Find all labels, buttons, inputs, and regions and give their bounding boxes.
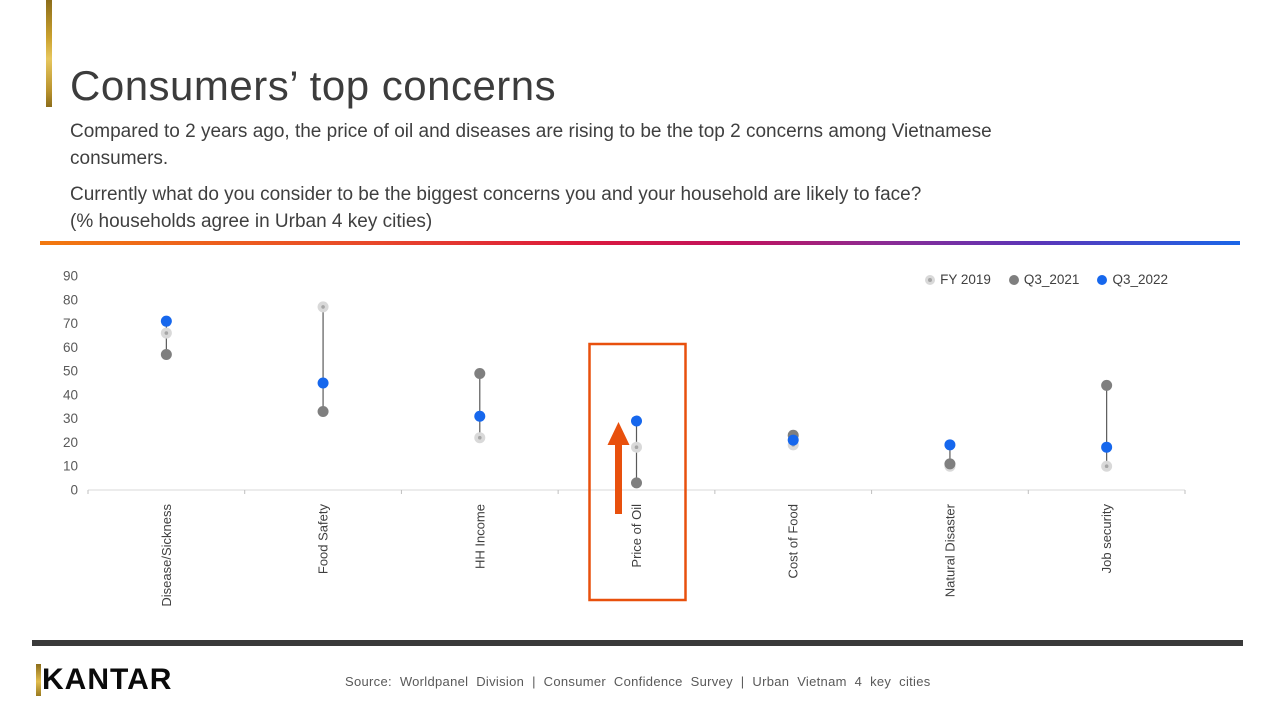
kantar-logo-text: KANTAR — [42, 663, 173, 696]
y-axis-label: 20 — [62, 434, 78, 450]
title-accent-bar — [46, 0, 52, 107]
brand-gradient-rule — [40, 241, 1240, 245]
category-label: HH Income — [472, 504, 488, 570]
dot-q3-2021 — [318, 406, 329, 417]
page-title: Consumers’ top concerns — [70, 62, 557, 109]
dot-q3-2022 — [788, 435, 799, 446]
y-axis-label: 10 — [62, 458, 78, 474]
category-label: Price of Oil — [629, 504, 644, 568]
y-axis-label: 60 — [62, 339, 78, 355]
kantar-logo — [36, 664, 172, 696]
dot-plot-chart — [30, 256, 1230, 656]
y-axis-label: 30 — [62, 411, 78, 427]
up-arrow — [608, 422, 630, 445]
dot-q3-2021 — [474, 368, 485, 379]
dot-fy2019-center — [635, 445, 639, 449]
legend-label: FY 2019 — [940, 272, 991, 287]
dot-fy2019-center — [321, 305, 325, 309]
y-axis-label: 0 — [70, 482, 78, 498]
y-axis-label: 70 — [62, 316, 78, 332]
category-label: Disease/Sickness — [158, 504, 174, 607]
up-arrow — [615, 444, 622, 514]
dot-fy2019-center — [478, 436, 482, 440]
question-line-1: Currently what do you consider to be the biggest concerns you and your household are likely to face? — [70, 184, 922, 205]
legend-label: Q3_2021 — [1023, 272, 1080, 287]
dot-q3-2022 — [161, 316, 172, 327]
footer-rule — [32, 640, 1243, 646]
kantar-gold-bar-icon — [36, 664, 41, 696]
question-line-2: (% households agree in Urban 4 key cities) — [70, 211, 433, 232]
category-label: Cost of Food — [785, 504, 801, 579]
dot-q3-2021 — [161, 349, 172, 360]
dot-fy2019-center — [1105, 464, 1109, 468]
category-label: Job security — [1099, 504, 1115, 574]
dot-q3-2022 — [318, 378, 329, 389]
subtitle-text: Compared to 2 years ago, the price of oil and diseases are rising to be the top 2 concerns among Vietnamese consumers. — [70, 121, 992, 169]
y-axis-label: 80 — [62, 292, 78, 308]
question-text — [70, 181, 921, 235]
dot-q3-2022 — [474, 411, 485, 422]
source-text: Source: Worldpanel Division | Consumer Confidence Survey | Urban Vietnam 4 key cities — [345, 674, 931, 689]
dot-q3-2022 — [631, 416, 642, 427]
dot-fy2019-center — [165, 331, 169, 335]
category-label: Food Safety — [315, 504, 331, 575]
dot-q3-2021 — [631, 477, 642, 488]
legend-label: Q3_2022 — [1112, 272, 1168, 287]
dot-q3-2021 — [1101, 380, 1112, 391]
dot-q3-2021 — [944, 458, 955, 469]
dot-q3-2022 — [1101, 442, 1112, 453]
y-axis-label: 50 — [62, 363, 78, 379]
y-axis-label: 90 — [62, 268, 78, 284]
dot-q3-2022 — [944, 439, 955, 450]
y-axis-label: 40 — [62, 387, 78, 403]
category-label: Natural Disaster — [942, 504, 958, 598]
